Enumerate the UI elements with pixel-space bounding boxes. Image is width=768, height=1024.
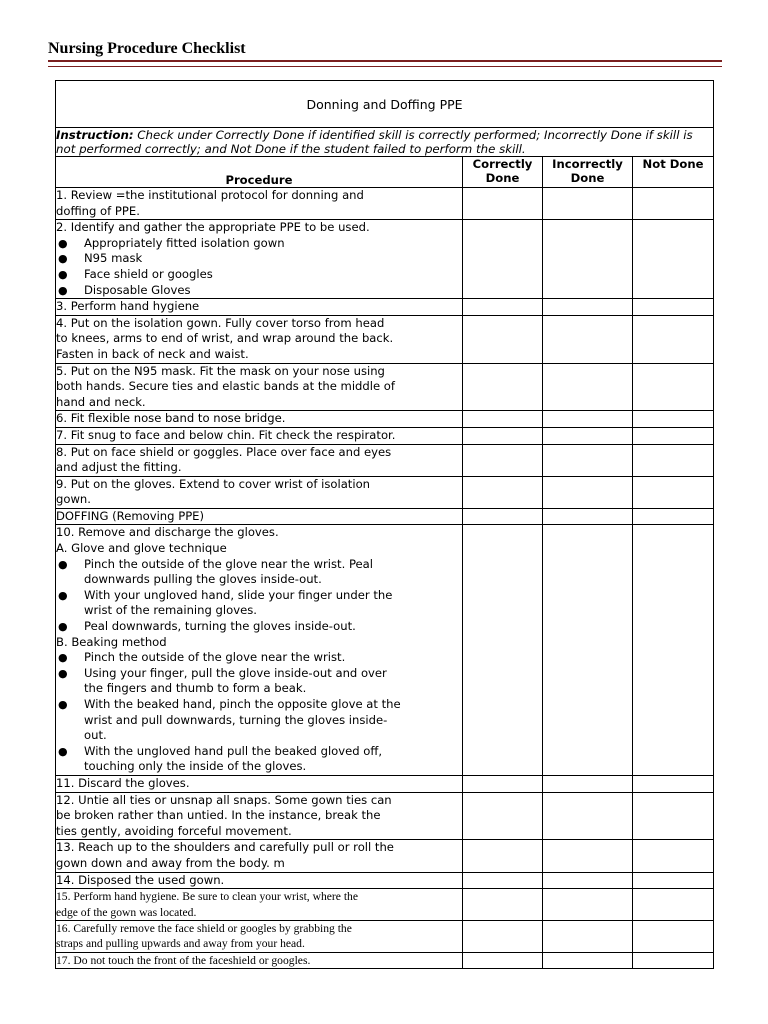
incorrectly-done-checkbox[interactable] (543, 872, 633, 889)
correctly-done-checkbox[interactable] (463, 444, 543, 476)
incorrectly-done-checkbox[interactable] (543, 444, 633, 476)
table-row (56, 508, 714, 525)
procedure-line: and adjust the fitting. (56, 460, 182, 475)
checklist-table (55, 80, 714, 969)
procedure-line: 1. Review =the institutional protocol for donning and (56, 188, 364, 202)
table-row (56, 920, 714, 952)
procedure-line: the fingers and thumb to form a beak. (84, 681, 307, 696)
procedure-line: Fasten in back of neck and waist. (56, 346, 249, 361)
not-done-checkbox[interactable] (633, 508, 714, 525)
correctly-done-checkbox[interactable] (463, 315, 543, 363)
instruction-text: Check under Correctly Done if identified skill is correctly performed; Incorrectly Done if skill is not performed correctly; and Not Done if the student failed to perform the skill. (56, 128, 693, 156)
procedure-cell (56, 920, 463, 952)
correctly-done-checkbox[interactable] (463, 220, 543, 299)
col-header-incorrectly-line2: Done (570, 171, 605, 185)
procedure-line: be broken rather than untied. In the instance, break the (56, 808, 381, 823)
procedure-line: 13. Reach up to the shoulders and carefully pull or roll the (56, 840, 394, 855)
procedure-line: to knees, arms to end of wrist, and wrap around the back. (56, 331, 394, 346)
form-title: Donning and Doffing PPE (56, 81, 714, 128)
not-done-checkbox[interactable] (633, 889, 714, 921)
procedure-line: 14. Disposed the used gown. (56, 872, 225, 887)
procedure-line: 15. Perform hand hygiene. Be sure to clean your wrist, where the (56, 890, 358, 904)
correctly-done-checkbox[interactable] (463, 363, 543, 411)
table-row (56, 840, 714, 872)
procedure-line: gown. (56, 492, 91, 507)
incorrectly-done-checkbox[interactable] (543, 363, 633, 411)
not-done-checkbox[interactable] (633, 220, 714, 299)
procedure-line: downwards pulling the gloves inside-out. (84, 572, 322, 587)
procedure-line: 6. Fit flexible nose band to nose bridge. (56, 411, 286, 426)
table-row (56, 889, 714, 921)
incorrectly-done-checkbox[interactable] (543, 840, 633, 872)
table-row (56, 775, 714, 792)
not-done-checkbox[interactable] (633, 840, 714, 872)
procedure-line: edge of the gown was located. (56, 905, 197, 919)
procedure-line: touching only the inside of the gloves. (84, 759, 307, 774)
instruction-row (56, 128, 714, 157)
table-row (56, 525, 714, 776)
incorrectly-done-checkbox[interactable] (543, 220, 633, 299)
not-done-checkbox[interactable] (633, 775, 714, 792)
table-row (56, 444, 714, 476)
procedure-cell (56, 220, 463, 299)
procedure-cell (56, 840, 463, 872)
procedure-line: wrist of the remaining gloves. (84, 603, 257, 618)
procedure-line: 2. Identify and gather the appropriate PPE to be used. (56, 220, 370, 235)
table-row (56, 315, 714, 363)
col-header-procedure: Procedure (56, 157, 463, 188)
incorrectly-done-checkbox[interactable] (543, 889, 633, 921)
correctly-done-checkbox[interactable] (463, 889, 543, 921)
bullet-item: ● Disposable Gloves (56, 283, 462, 299)
not-done-checkbox[interactable] (633, 525, 714, 776)
header-rule (48, 60, 722, 67)
incorrectly-done-checkbox[interactable] (543, 427, 633, 444)
bullet-item: ● Peal downwards, turning the gloves inside-out. (56, 619, 462, 635)
incorrectly-done-checkbox[interactable] (543, 411, 633, 428)
page-header-title: Nursing Procedure Checklist (48, 40, 246, 57)
incorrectly-done-checkbox[interactable] (543, 476, 633, 508)
procedure-cell (56, 889, 463, 921)
correctly-done-checkbox[interactable] (463, 508, 543, 525)
procedure-line: 9. Put on the gloves. Extend to cover wrist of isolation (56, 476, 371, 491)
procedure-line: wrist and pull downwards, turning the gloves inside- (84, 712, 388, 727)
table-row (56, 411, 714, 428)
bullet-item: ● With the ungloved hand pull the beaked gloved off, (56, 744, 462, 760)
not-done-checkbox[interactable] (633, 476, 714, 508)
table-row (56, 952, 714, 968)
form-title-row (56, 81, 714, 128)
not-done-checkbox[interactable] (633, 872, 714, 889)
procedure-line: DOFFING (Removing PPE) (56, 508, 205, 523)
procedure-line: gown down and away from the body. m (56, 855, 285, 870)
procedure-line: A. Glove and glove technique (56, 541, 227, 556)
procedure-line: 7. Fit snug to face and below chin. Fit check the respirator. (56, 427, 396, 442)
procedure-cell (56, 444, 463, 476)
procedure-line: 16. Carefully remove the face shield or googles by grabbing the (56, 921, 352, 935)
procedure-cell (56, 872, 463, 889)
procedure-cell (56, 525, 463, 776)
correctly-done-checkbox[interactable] (463, 952, 543, 968)
procedure-line: 11. Discard the gloves. (56, 775, 190, 790)
procedure-line: 8. Put on face shield or goggles. Place over face and eyes (56, 444, 392, 459)
procedure-line: ties gently, avoiding forceful movement. (56, 823, 292, 838)
incorrectly-done-checkbox[interactable] (543, 299, 633, 316)
table-row (56, 427, 714, 444)
incorrectly-done-checkbox[interactable] (543, 315, 633, 363)
procedure-line: B. Beaking method (56, 634, 167, 649)
procedure-cell (56, 299, 463, 316)
correctly-done-checkbox[interactable] (463, 792, 543, 840)
incorrectly-done-checkbox[interactable] (543, 792, 633, 840)
correctly-done-checkbox[interactable] (463, 872, 543, 889)
procedure-cell (56, 188, 463, 220)
procedure-cell (56, 363, 463, 411)
bullet-item: ● Pinch the outside of the glove near the wrist. (56, 650, 462, 666)
not-done-checkbox[interactable] (633, 315, 714, 363)
procedure-cell (56, 315, 463, 363)
bullet-item: ● With your ungloved hand, slide your finger under the (56, 588, 462, 604)
bullet-item: ● With the beaked hand, pinch the opposite glove at the (56, 697, 462, 713)
col-header-incorrectly-done (543, 157, 633, 188)
procedure-line: both hands. Secure ties and elastic bands at the middle of (56, 379, 395, 394)
bullet-item: ● Using your finger, pull the glove inside-out and over (56, 666, 462, 682)
procedure-line: 10. Remove and discharge the gloves. (56, 525, 279, 540)
correctly-done-checkbox[interactable] (463, 920, 543, 952)
not-done-checkbox[interactable] (633, 427, 714, 444)
incorrectly-done-checkbox[interactable] (543, 952, 633, 968)
procedure-cell (56, 508, 463, 525)
incorrectly-done-checkbox[interactable] (543, 188, 633, 220)
bullet-item: ● Face shield or googles (56, 267, 462, 283)
procedure-cell (56, 792, 463, 840)
table-row (56, 792, 714, 840)
not-done-checkbox[interactable] (633, 299, 714, 316)
not-done-checkbox[interactable] (633, 952, 714, 968)
incorrectly-done-checkbox[interactable] (543, 775, 633, 792)
procedure-cell (56, 427, 463, 444)
correctly-done-checkbox[interactable] (463, 411, 543, 428)
correctly-done-checkbox[interactable] (463, 525, 543, 776)
not-done-checkbox[interactable] (633, 188, 714, 220)
bullet-item: ● Pinch the outside of the glove near the wrist. Peal (56, 557, 462, 573)
correctly-done-checkbox[interactable] (463, 775, 543, 792)
column-header-row (56, 157, 714, 188)
not-done-checkbox[interactable] (633, 411, 714, 428)
incorrectly-done-checkbox[interactable] (543, 525, 633, 776)
procedure-line: 17. Do not touch the front of the faceshield or googles. (56, 953, 311, 967)
correctly-done-checkbox[interactable] (463, 476, 543, 508)
not-done-checkbox[interactable] (633, 444, 714, 476)
col-header-not-done: Not Done (633, 157, 714, 188)
instruction-label: Instruction: (56, 128, 134, 142)
col-header-correctly-line2: Done (485, 171, 520, 185)
instruction (56, 128, 714, 157)
procedure-cell (56, 775, 463, 792)
correctly-done-checkbox[interactable] (463, 427, 543, 444)
correctly-done-checkbox[interactable] (463, 840, 543, 872)
procedure-line: 4. Put on the isolation gown. Fully cover torso from head (56, 315, 385, 330)
table-row (56, 872, 714, 889)
table-row (56, 363, 714, 411)
table-row (56, 220, 714, 299)
table-row (56, 188, 714, 220)
col-header-correctly-done (463, 157, 543, 188)
correctly-done-checkbox[interactable] (463, 299, 543, 316)
procedure-line: straps and pulling upwards and away from your head. (56, 937, 305, 951)
bullet-item: ● Appropriately fitted isolation gown (56, 236, 462, 252)
procedure-line: 12. Untie all ties or unsnap all snaps. Some gown ties can (56, 792, 392, 807)
procedure-cell (56, 411, 463, 428)
procedure-line: hand and neck. (56, 394, 146, 409)
table-row (56, 299, 714, 316)
not-done-checkbox[interactable] (633, 920, 714, 952)
bullet-item: ● N95 mask (56, 251, 462, 267)
not-done-checkbox[interactable] (633, 792, 714, 840)
incorrectly-done-checkbox[interactable] (543, 920, 633, 952)
procedure-line: 3. Perform hand hygiene (56, 299, 200, 314)
col-header-incorrectly-line1: Incorrectly (552, 157, 623, 171)
not-done-checkbox[interactable] (633, 363, 714, 411)
col-header-correctly-line1: Correctly (472, 157, 533, 171)
procedure-cell (56, 476, 463, 508)
procedure-line: 5. Put on the N95 mask. Fit the mask on your nose using (56, 363, 385, 378)
procedure-line: out. (84, 728, 107, 743)
incorrectly-done-checkbox[interactable] (543, 508, 633, 525)
table-row (56, 476, 714, 508)
correctly-done-checkbox[interactable] (463, 188, 543, 220)
procedure-line: doffing of PPE. (56, 203, 140, 218)
procedure-cell (56, 952, 463, 968)
